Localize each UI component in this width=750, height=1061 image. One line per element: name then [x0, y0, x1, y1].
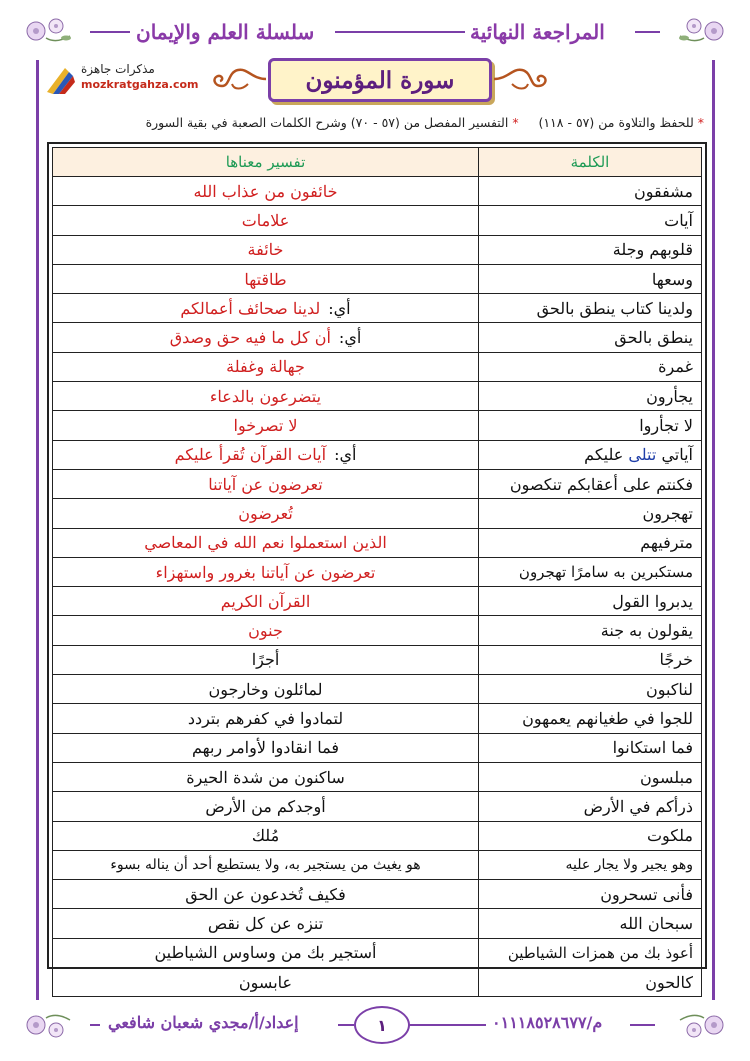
table-row: [53, 177, 702, 206]
meaning-cell: [53, 294, 479, 323]
meaning-cell: خائفة: [53, 235, 479, 264]
word-cell: غمرة: [479, 352, 702, 381]
word-cell: يدبروا القول: [479, 587, 702, 616]
meaning-cell: تُعرضون: [53, 499, 479, 528]
word-cell: وهو يجير ولا يجار عليه: [479, 850, 702, 879]
instruction-memorize: للحفظ والتلاوة من (٥٧ - ١١٨): [538, 115, 694, 130]
table-row: [53, 352, 702, 381]
flower-ornament-icon: [22, 1008, 74, 1042]
table-row: [53, 850, 702, 879]
meaning-prefix: أي:: [338, 328, 362, 348]
swirl-ornament-icon: [492, 64, 552, 94]
meaning-cell: الذين استعملوا نعم الله في المعاصي: [53, 528, 479, 557]
table-row: [53, 264, 702, 293]
word-cell: يقولون به جنة: [479, 616, 702, 645]
meaning-cell: فما انقادوا لأوامر ربهم: [53, 733, 479, 762]
word-cell: آيات: [479, 206, 702, 235]
word-cell: لا تجأروا: [479, 411, 702, 440]
series-name: سلسلة العلم والإيمان: [136, 20, 315, 44]
swirl-ornament-icon: [208, 64, 268, 94]
meaning-cell: لتمادوا في كفرهم بتردد: [53, 704, 479, 733]
meaning-cell: ساكنون من شدة الحيرة: [53, 762, 479, 791]
bullet-star: *: [512, 115, 519, 130]
table-row: [53, 938, 702, 967]
table-row: [53, 528, 702, 557]
vocabulary-table: [52, 147, 702, 997]
table-row: [53, 762, 702, 791]
meaning-cell: هو يغيث من يستجير به، ولا يستطيع أحد أن يناله بسوء: [53, 850, 479, 879]
frame-top-line-mid: [335, 31, 465, 33]
header-meaning: تفسير معناها: [53, 148, 479, 177]
word-cell: [479, 440, 702, 469]
word-part: آياتي: [661, 445, 693, 465]
bullet-star: *: [697, 115, 704, 130]
word-cell: يجأرون: [479, 382, 702, 411]
header-word: الكلمة: [479, 148, 702, 177]
frame-bottom-line-mid2: [406, 1024, 486, 1026]
table-row: [53, 704, 702, 733]
frame-bottom-line-mid1: [338, 1024, 354, 1026]
table-row: [53, 382, 702, 411]
word-cell: سبحان الله: [479, 909, 702, 938]
logo-url: mozkratgahza.com: [81, 78, 199, 91]
table-row: [53, 733, 702, 762]
word-cell: وسعها: [479, 264, 702, 293]
meaning-text: لدينا صحائف أعمالكم: [180, 298, 321, 318]
word-cell: للجوا في طغيانهم يعمهون: [479, 704, 702, 733]
frame-bottom-line-left: [90, 1024, 100, 1026]
word-cell: مشفقون: [479, 177, 702, 206]
frame-right-line: [712, 60, 715, 1000]
frame-bottom-line-right: [630, 1024, 655, 1026]
table-row: [53, 909, 702, 938]
table-row: [53, 675, 702, 704]
word-cell: أعوذ بك من همزات الشياطين: [479, 938, 702, 967]
meaning-cell: جهالة وغفلة: [53, 352, 479, 381]
meaning-cell: فكيف تُخدعون عن الحق: [53, 880, 479, 909]
word-cell: فكنتم على أعقابكم تنكصون: [479, 469, 702, 498]
table-row: [53, 206, 702, 235]
word-cell: ينطق بالحق: [479, 323, 702, 352]
logo-mark-icon: [45, 64, 77, 96]
meaning-cell: أجرًا: [53, 645, 479, 674]
table-row: [53, 587, 702, 616]
instructions: [44, 115, 704, 130]
table-row: [53, 294, 702, 323]
word-cell: قلوبهم وجلة: [479, 235, 702, 264]
table-row: [53, 968, 702, 997]
word-cell: ولدينا كتاب ينطق بالحق: [479, 294, 702, 323]
vocabulary-table-frame: [47, 142, 707, 992]
table-row: [53, 792, 702, 821]
meaning-cell: طاقتها: [53, 264, 479, 293]
meaning-cell: عابسون: [53, 968, 479, 997]
frame-top-line-right: [635, 31, 660, 33]
word-cell: لناكبون: [479, 675, 702, 704]
instruction-tafsir: التفسير المفصل من (٥٧ - ٧٠) وشرح الكلمات الصعبة في بقية السورة: [145, 115, 509, 130]
meaning-text: أن كل ما فيه حق وصدق: [169, 328, 331, 348]
flower-ornament-icon: [676, 14, 728, 48]
table-row: [53, 616, 702, 645]
word-highlight: تتلى: [628, 445, 657, 465]
meaning-cell: تنزه عن كل نقص: [53, 909, 479, 938]
word-cell: ذرأكم في الأرض: [479, 792, 702, 821]
table-row: [53, 235, 702, 264]
frame-top-line-left: [90, 31, 130, 33]
word-cell: كالحون: [479, 968, 702, 997]
meaning-cell: [53, 323, 479, 352]
table-row: [53, 557, 702, 586]
table-row: [53, 645, 702, 674]
word-cell: تهجرون: [479, 499, 702, 528]
meaning-cell: علامات: [53, 206, 479, 235]
footer-author: إعداد/أ/مجدي شعبان شافعي: [108, 1013, 299, 1032]
meaning-prefix: أي:: [328, 298, 351, 318]
meaning-text: آيات القرآن تُقرأ عليكم: [174, 445, 327, 465]
meaning-cell: لمائلون وخارجون: [53, 675, 479, 704]
meaning-cell: [53, 440, 479, 469]
table-row: [53, 411, 702, 440]
word-cell: مبلسون: [479, 762, 702, 791]
frame-left-line: [36, 60, 39, 1000]
review-title: المراجعة النهائية: [470, 20, 605, 44]
logo: [45, 62, 199, 98]
meaning-cell: أستجير بك من وساوس الشياطين: [53, 938, 479, 967]
footer-phone: م/٠١١١٨٥٢٨٦٧٧: [492, 1013, 603, 1032]
meaning-cell: القرآن الكريم: [53, 587, 479, 616]
meaning-cell: تعرضون عن آياتنا: [53, 469, 479, 498]
flower-ornament-icon: [22, 14, 74, 48]
word-cell: فما استكانوا: [479, 733, 702, 762]
flower-ornament-icon: [676, 1008, 728, 1042]
table-row: [53, 469, 702, 498]
word-cell: ملكوت: [479, 821, 702, 850]
word-part: عليكم: [584, 445, 624, 465]
meaning-cell: يتضرعون بالدعاء: [53, 382, 479, 411]
meaning-cell: لا تصرخوا: [53, 411, 479, 440]
table-row: [53, 499, 702, 528]
word-cell: خرجًا: [479, 645, 702, 674]
table-row: [53, 440, 702, 469]
meaning-cell: أوجدكم من الأرض: [53, 792, 479, 821]
table-row: [53, 880, 702, 909]
meaning-cell: تعرضون عن آياتنا بغرور واستهزاء: [53, 557, 479, 586]
table-row: [53, 323, 702, 352]
meaning-prefix: أي:: [334, 445, 357, 465]
meaning-cell: جنون: [53, 616, 479, 645]
word-cell: مترفيهم: [479, 528, 702, 557]
logo-arabic-text: مذكرات جاهزة: [81, 62, 155, 76]
table-row: [53, 821, 702, 850]
page-number: ١: [354, 1006, 410, 1044]
meaning-cell: خائفون من عذاب الله: [53, 177, 479, 206]
surah-title: سورة المؤمنون: [268, 58, 492, 102]
word-cell: فأنى تسحرون: [479, 880, 702, 909]
word-cell: مستكبرين به سامرًا تهجرون: [479, 557, 702, 586]
table-header-row: [53, 148, 702, 177]
meaning-cell: مُلك: [53, 821, 479, 850]
